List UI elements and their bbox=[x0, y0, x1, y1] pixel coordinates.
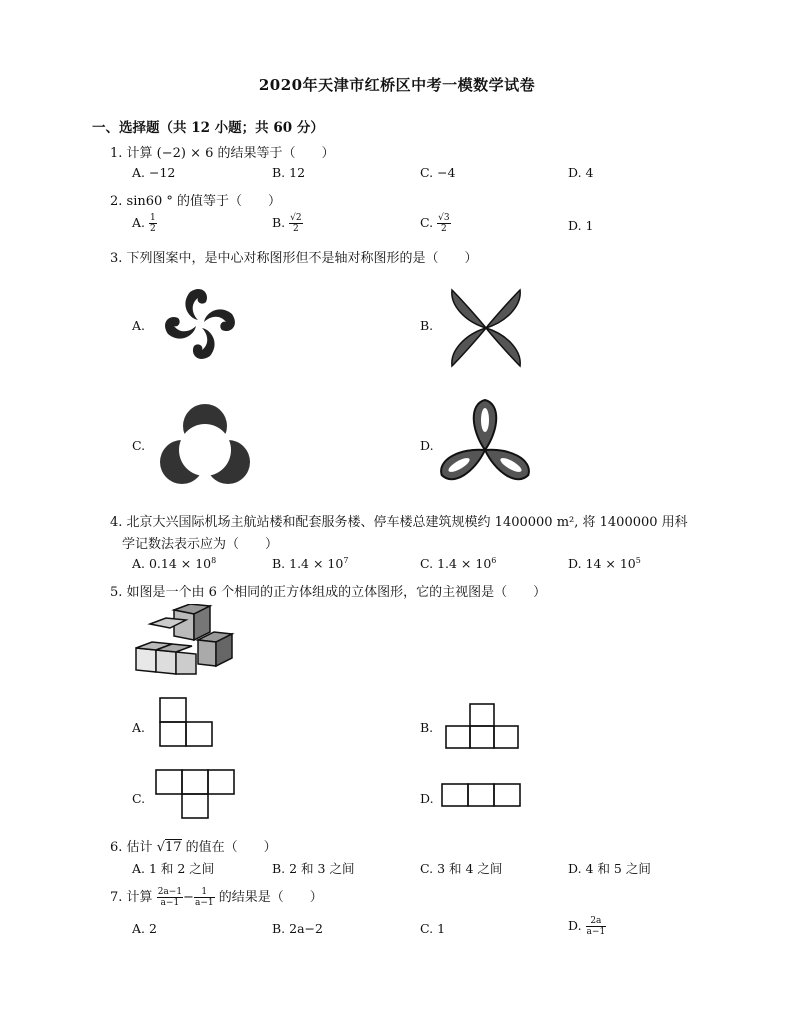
q7-option-b[interactable]: B. 2a−2 bbox=[272, 921, 323, 936]
q3-option-c[interactable]: C. bbox=[132, 438, 146, 453]
q5-option-c[interactable]: C. bbox=[132, 791, 146, 806]
q1-option-c[interactable]: C. −4 bbox=[420, 165, 456, 180]
pinwheel-pattern-figure bbox=[160, 278, 240, 370]
view-option-d-figure bbox=[436, 778, 526, 812]
q5-option-a[interactable]: A. bbox=[132, 720, 146, 735]
fraction-sqrt2-over-2: $\frac{√2}{2}$ bbox=[290, 213, 302, 234]
page-title: 2020年天津市红桥区中考一模数学试卷 bbox=[258, 76, 536, 94]
q4-option-a[interactable]: A. $0.14 \times 10^8$ bbox=[132, 556, 217, 572]
fraction-2a-1-over-a-1: $\frac{2a-1}{a-1}$ bbox=[157, 887, 183, 908]
question-7-stem: 7. 计算 $\frac{2a-1}{a-1}$ − $\frac{1}{a-1}$ 的结果是（ ） bbox=[110, 887, 323, 908]
view-option-c-figure bbox=[152, 766, 242, 822]
q2-option-d[interactable]: D. 1 bbox=[568, 218, 594, 233]
question-4-line-2: 学记数法表示应为（ ） bbox=[122, 537, 279, 552]
q2-option-c[interactable]: C. $\frac{√3}{2}$ bbox=[420, 213, 450, 234]
q7-option-a[interactable]: A. 2 bbox=[132, 921, 157, 936]
q5-option-b[interactable]: B. bbox=[420, 720, 434, 735]
view-option-b-figure bbox=[442, 700, 524, 752]
fraction-sqrt3-over-2: $\frac{√3}{2}$ bbox=[438, 213, 450, 234]
q1-option-a[interactable]: A. −12 bbox=[132, 165, 176, 180]
question-2-stem: 2. sin60 ° 的值等于（ ） bbox=[110, 194, 282, 209]
question-5-stem: 5. 如图是一个由 6 个相同的正方体组成的立体图形，它的主视图是（ ） bbox=[110, 585, 547, 600]
q4-option-d[interactable]: D. $14 \times 10^5$ bbox=[568, 556, 641, 572]
view-option-a-figure bbox=[156, 696, 218, 748]
q3-option-d[interactable]: D. bbox=[420, 438, 434, 453]
question-6-stem: 6. 估计 √17 的值在（ ） bbox=[110, 840, 277, 855]
q6-option-a[interactable]: A. 1 和 2 之间 bbox=[132, 861, 215, 876]
q6-option-d[interactable]: D. 4 和 5 之间 bbox=[568, 861, 651, 876]
cube-stack-3d-figure bbox=[128, 604, 246, 680]
q4-option-c[interactable]: C. $1.4 \times 10^6$ bbox=[420, 556, 497, 572]
q5-option-d[interactable]: D. bbox=[420, 791, 434, 806]
sqrt-17: √17 bbox=[156, 840, 182, 855]
q7-option-d[interactable]: D. $\frac{2a}{a-1}$ bbox=[568, 916, 606, 937]
fraction-2a-over-a-1: $\frac{2a}{a-1}$ bbox=[586, 916, 606, 937]
q4-option-b[interactable]: B. $1.4 \times 10^7$ bbox=[272, 556, 349, 572]
question-1-stem: 1. 计算 (−2) × 6 的结果等于（ ） bbox=[110, 146, 335, 161]
q1-option-d[interactable]: D. 4 bbox=[568, 165, 594, 180]
fraction-1-over-a-1: $\frac{1}{a-1}$ bbox=[194, 887, 214, 908]
question-3-stem: 3. 下列图案中，是中心对称图形但不是轴对称图形的是（ ） bbox=[110, 251, 478, 266]
q1-option-b[interactable]: B. 12 bbox=[272, 165, 306, 180]
q3-option-b[interactable]: B. bbox=[420, 318, 434, 333]
q7-option-c[interactable]: C. 1 bbox=[420, 921, 446, 936]
q6-option-b[interactable]: B. 2 和 3 之间 bbox=[272, 861, 355, 876]
section-heading: 一、选择题（共 12 小题；共 60 分） bbox=[92, 120, 324, 136]
four-petal-pattern-figure bbox=[448, 286, 524, 370]
q2-option-a[interactable]: A. $\frac{1}{2}$ bbox=[132, 213, 156, 234]
three-circle-pattern-figure bbox=[160, 400, 250, 492]
three-loop-pattern-figure bbox=[440, 394, 530, 494]
fraction-one-half: $\frac{1}{2}$ bbox=[150, 213, 156, 234]
q2-option-b[interactable]: B. $\frac{√2}{2}$ bbox=[272, 213, 302, 234]
question-4-line-1: 4. 北京大兴国际机场主航站楼和配套服务楼、停车楼总建筑规模约 1400000 m², 将 1400000 用科 bbox=[110, 515, 688, 530]
q6-option-c[interactable]: C. 3 和 4 之间 bbox=[420, 861, 503, 876]
q3-option-a[interactable]: A. bbox=[132, 318, 146, 333]
